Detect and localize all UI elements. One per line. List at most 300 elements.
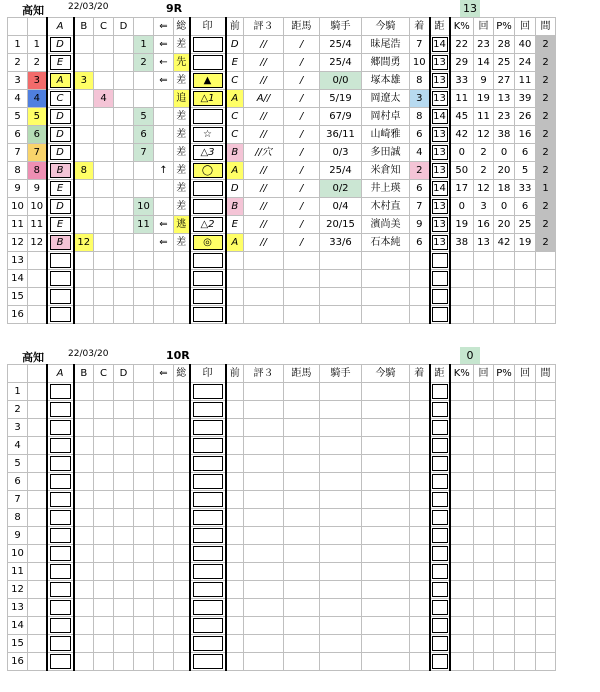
- cell-b: [74, 144, 94, 162]
- cell-chaku: 10: [410, 54, 430, 72]
- cell-arrow: [154, 563, 174, 581]
- cell-a: [47, 653, 74, 671]
- cell-arrow: [154, 401, 174, 419]
- cell-kai: [474, 252, 494, 270]
- cell-kai: [474, 419, 494, 437]
- cell-kan: [536, 527, 556, 545]
- cell-kyo: [284, 545, 320, 563]
- distance-box: [432, 456, 448, 471]
- cell-num: 6: [28, 126, 47, 144]
- distance-box: [432, 564, 448, 579]
- cell-b: [74, 653, 94, 671]
- distance-box: [432, 474, 448, 489]
- cell-imaki: [362, 455, 410, 473]
- distance-box: [432, 582, 448, 597]
- column-header: C: [94, 365, 114, 383]
- cell-mae: [226, 473, 244, 491]
- cell-b: [74, 401, 94, 419]
- cell-kai2: 5: [515, 162, 536, 180]
- cell-b: [74, 306, 94, 324]
- cell-p: [494, 653, 515, 671]
- cell-kai: [474, 509, 494, 527]
- cell-e: [134, 599, 154, 617]
- cell-d: [114, 599, 134, 617]
- cell-chaku: 8: [410, 72, 430, 90]
- cell-hyo: [244, 599, 284, 617]
- cell-sou: 差: [174, 72, 190, 90]
- cell-c: [94, 635, 114, 653]
- cell-kyo: /: [284, 234, 320, 252]
- cell-kai: [474, 455, 494, 473]
- cell-kan: [536, 491, 556, 509]
- column-header: 距: [430, 18, 450, 36]
- cell-kishu: [320, 545, 362, 563]
- cell-kai2: 26: [515, 108, 536, 126]
- cell-hyo: [244, 455, 284, 473]
- cell-b: [74, 54, 94, 72]
- cell-kai: 19: [474, 90, 494, 108]
- cell-sou: [174, 635, 190, 653]
- cell-d: [114, 288, 134, 306]
- cell-chaku: 8: [410, 108, 430, 126]
- cell-no: 9: [8, 527, 28, 545]
- venue-label: 高知: [22, 4, 44, 17]
- mark-box: [193, 289, 223, 304]
- cell-kan: 2: [536, 144, 556, 162]
- cell-imaki: 米倉知: [362, 162, 410, 180]
- grade-box: [50, 510, 71, 525]
- cell-p: 0: [494, 198, 515, 216]
- cell-no: 8: [8, 162, 28, 180]
- cell-e: [134, 288, 154, 306]
- cell-c: [94, 270, 114, 288]
- cell-e: [134, 234, 154, 252]
- table-row: [8, 216, 556, 234]
- cell-kan: [536, 252, 556, 270]
- race-number: 9R: [166, 2, 183, 15]
- column-header: 総: [174, 18, 190, 36]
- cell-mae: [226, 288, 244, 306]
- distance-box: 13: [433, 129, 446, 140]
- mark-box: [193, 654, 223, 669]
- cell-num: 12: [28, 234, 47, 252]
- table-row: [8, 563, 556, 581]
- cell-a: [47, 599, 74, 617]
- cell-hyo: [244, 527, 284, 545]
- cell-e: [134, 180, 154, 198]
- cell-kai: 11: [474, 108, 494, 126]
- cell-k: 22: [450, 36, 474, 54]
- table-row: [8, 383, 556, 401]
- table-row: [8, 581, 556, 599]
- cell-c: [94, 617, 114, 635]
- cell-mark: [190, 288, 226, 306]
- cell-arrow: ↑: [154, 162, 174, 180]
- cell-chaku: [410, 527, 430, 545]
- distance-box: [432, 636, 448, 651]
- cell-mark: [190, 509, 226, 527]
- cell-k: [450, 252, 474, 270]
- grade-box: [50, 582, 71, 597]
- cell-sou: [174, 653, 190, 671]
- cell-mae: [226, 653, 244, 671]
- cell-num: 8: [28, 162, 47, 180]
- cell-kai: [474, 527, 494, 545]
- cell-mae: E: [226, 54, 244, 72]
- race-sheet-9r: [0, 0, 600, 345]
- column-header: 前: [226, 18, 244, 36]
- table-row: [8, 126, 556, 144]
- cell-imaki: [362, 419, 410, 437]
- cell-k: [450, 455, 474, 473]
- mark-box: [193, 600, 223, 615]
- cell-c: [94, 108, 114, 126]
- table-row: [8, 419, 556, 437]
- distance-box: [432, 546, 448, 561]
- cell-imaki: [362, 252, 410, 270]
- mark-box: [193, 253, 223, 268]
- cell-mark: [190, 252, 226, 270]
- distance-box: [432, 271, 448, 286]
- cell-a: [47, 437, 74, 455]
- header-row: [8, 365, 556, 383]
- column-header: 印: [190, 365, 226, 383]
- race-header: [0, 347, 600, 364]
- cell-kai: 14: [474, 54, 494, 72]
- cell-b: [74, 36, 94, 54]
- cell-k: [450, 563, 474, 581]
- cell-c: [94, 473, 114, 491]
- cell-kan: [536, 270, 556, 288]
- grade-box: D: [50, 145, 71, 160]
- table-row: [8, 144, 556, 162]
- cell-mae: [226, 491, 244, 509]
- cell-c: [94, 491, 114, 509]
- cell-kan: 2: [536, 36, 556, 54]
- cell-kai: 2: [474, 162, 494, 180]
- cell-chaku: 3: [410, 90, 430, 108]
- cell-imaki: 井上瑛: [362, 180, 410, 198]
- cell-chaku: [410, 401, 430, 419]
- cell-kan: [536, 509, 556, 527]
- column-header: ⇐: [154, 18, 174, 36]
- cell-a: [47, 617, 74, 635]
- cell-kishu: [320, 653, 362, 671]
- cell-kyo: /: [284, 126, 320, 144]
- cell-a: [47, 473, 74, 491]
- cell-kai2: [515, 383, 536, 401]
- cell-no: 11: [8, 216, 28, 234]
- table-row: [8, 401, 556, 419]
- cell-kai: [474, 653, 494, 671]
- table-row: [8, 36, 556, 54]
- cell-c: [94, 234, 114, 252]
- grade-box: [50, 636, 71, 651]
- cell-kai: 13: [474, 234, 494, 252]
- table-row: [8, 180, 556, 198]
- cell-kyo: [284, 491, 320, 509]
- grade-box: [50, 528, 71, 543]
- cell-p: 13: [494, 90, 515, 108]
- cell-d: [114, 36, 134, 54]
- grade-box: E: [50, 217, 71, 232]
- table-row: [8, 234, 556, 252]
- cell-kishu: 25/4: [320, 162, 362, 180]
- cell-chaku: 7: [410, 198, 430, 216]
- cell-imaki: 昧尾浩: [362, 36, 410, 54]
- mark-box: [193, 456, 223, 471]
- cell-kyo: /: [284, 198, 320, 216]
- cell-hyo: [244, 419, 284, 437]
- cell-num: [28, 419, 47, 437]
- cell-b: [74, 581, 94, 599]
- header-row: [8, 18, 556, 36]
- cell-kai2: 19: [515, 234, 536, 252]
- grade-box: E: [50, 181, 71, 196]
- cell-dist: [430, 653, 450, 671]
- grade-box: E: [50, 55, 71, 70]
- mark-box: [193, 492, 223, 507]
- column-header: A: [47, 18, 74, 36]
- cell-mark: [190, 617, 226, 635]
- cell-kishu: [320, 252, 362, 270]
- cell-p: [494, 509, 515, 527]
- cell-sou: [174, 401, 190, 419]
- cell-chaku: 6: [410, 234, 430, 252]
- cell-sou: 逃: [174, 216, 190, 234]
- cell-d: [114, 419, 134, 437]
- cell-d: [114, 252, 134, 270]
- column-header: [28, 18, 47, 36]
- cell-kai: [474, 617, 494, 635]
- cell-no: 11: [8, 563, 28, 581]
- cell-kai: [474, 437, 494, 455]
- cell-chaku: [410, 509, 430, 527]
- column-header: 総: [174, 365, 190, 383]
- mark-box: △2: [193, 217, 223, 232]
- cell-arrow: [154, 270, 174, 288]
- race-table: [7, 364, 556, 671]
- cell-mark: [190, 216, 226, 234]
- cell-sou: 追: [174, 90, 190, 108]
- cell-arrow: [154, 599, 174, 617]
- cell-d: [114, 162, 134, 180]
- cell-imaki: 岡村卓: [362, 108, 410, 126]
- cell-mark: [190, 653, 226, 671]
- cell-kishu: [320, 383, 362, 401]
- cell-hyo: [244, 653, 284, 671]
- cell-imaki: 石本純: [362, 234, 410, 252]
- cell-dist: [430, 90, 450, 108]
- cell-kan: [536, 617, 556, 635]
- cell-b: [74, 599, 94, 617]
- cell-dist: [430, 54, 450, 72]
- cell-a: [47, 108, 74, 126]
- column-header: 回: [515, 365, 536, 383]
- cell-chaku: [410, 635, 430, 653]
- distance-box: [432, 600, 448, 615]
- cell-hyo: [244, 509, 284, 527]
- cell-mae: A: [226, 162, 244, 180]
- cell-no: 3: [8, 72, 28, 90]
- cell-arrow: ⇐: [154, 234, 174, 252]
- cell-kan: 2: [536, 162, 556, 180]
- grade-box: [50, 253, 71, 268]
- cell-kishu: 0/3: [320, 144, 362, 162]
- cell-arrow: [154, 383, 174, 401]
- cell-kishu: [320, 635, 362, 653]
- cell-kyo: [284, 437, 320, 455]
- cell-imaki: [362, 306, 410, 324]
- cell-mark: [190, 437, 226, 455]
- cell-num: 5: [28, 108, 47, 126]
- grade-box: D: [50, 37, 71, 52]
- cell-imaki: [362, 653, 410, 671]
- cell-p: 0: [494, 144, 515, 162]
- distance-box: 14: [433, 111, 446, 122]
- cell-dist: [430, 216, 450, 234]
- cell-a: [47, 90, 74, 108]
- cell-arrow: [154, 126, 174, 144]
- cell-num: [28, 288, 47, 306]
- cell-mark: [190, 180, 226, 198]
- cell-chaku: [410, 653, 430, 671]
- cell-kai2: [515, 545, 536, 563]
- cell-hyo: [244, 563, 284, 581]
- cell-kai2: [515, 599, 536, 617]
- grade-box: [50, 546, 71, 561]
- cell-c: [94, 455, 114, 473]
- cell-sou: [174, 509, 190, 527]
- table-row: [8, 72, 556, 90]
- cell-kishu: [320, 473, 362, 491]
- cell-kishu: 0/4: [320, 198, 362, 216]
- cell-hyo: //: [244, 216, 284, 234]
- cell-sou: [174, 599, 190, 617]
- cell-mae: [226, 581, 244, 599]
- cell-num: [28, 617, 47, 635]
- table-row: [8, 108, 556, 126]
- cell-b: [74, 126, 94, 144]
- cell-kai2: [515, 437, 536, 455]
- cell-kai2: [515, 455, 536, 473]
- cell-b: [74, 180, 94, 198]
- cell-kan: 2: [536, 90, 556, 108]
- cell-mark: [190, 635, 226, 653]
- cell-a: [47, 198, 74, 216]
- column-header: D: [114, 18, 134, 36]
- cell-e: [134, 90, 154, 108]
- cell-num: [28, 581, 47, 599]
- table-row: [8, 306, 556, 324]
- cell-c: [94, 252, 114, 270]
- cell-kai: [474, 563, 494, 581]
- race-header: [0, 0, 600, 17]
- cell-a: [47, 36, 74, 54]
- cell-dist: [430, 455, 450, 473]
- cell-no: 3: [8, 419, 28, 437]
- column-header: P%: [494, 18, 515, 36]
- table-row: [8, 491, 556, 509]
- cell-k: 33: [450, 72, 474, 90]
- mark-box: [193, 420, 223, 435]
- cell-mae: [226, 437, 244, 455]
- cell-kyo: [284, 270, 320, 288]
- cell-dist: [430, 599, 450, 617]
- cell-mae: [226, 617, 244, 635]
- cell-p: [494, 383, 515, 401]
- cell-e: [134, 563, 154, 581]
- cell-no: 5: [8, 455, 28, 473]
- cell-a: [47, 563, 74, 581]
- cell-hyo: [244, 401, 284, 419]
- race-number: 10R: [166, 349, 190, 362]
- cell-b: [74, 509, 94, 527]
- cell-arrow: [154, 437, 174, 455]
- mark-box: ◎: [193, 235, 223, 250]
- venue-label: 高知: [22, 351, 44, 364]
- cell-hyo: //: [244, 234, 284, 252]
- distance-box: [432, 420, 448, 435]
- cell-a: [47, 252, 74, 270]
- mark-box: [193, 402, 223, 417]
- cell-no: 9: [8, 180, 28, 198]
- cell-mark: [190, 162, 226, 180]
- cell-mark: [190, 491, 226, 509]
- cell-arrow: ←: [154, 54, 174, 72]
- cell-b: [74, 563, 94, 581]
- cell-no: 15: [8, 288, 28, 306]
- cell-hyo: //: [244, 36, 284, 54]
- cell-no: 16: [8, 653, 28, 671]
- cell-imaki: 多田誠: [362, 144, 410, 162]
- cell-kyo: [284, 401, 320, 419]
- cell-sou: [174, 617, 190, 635]
- cell-kai2: 24: [515, 54, 536, 72]
- cell-mark: [190, 455, 226, 473]
- cell-sou: [174, 437, 190, 455]
- column-header: 回: [474, 18, 494, 36]
- cell-kai2: [515, 617, 536, 635]
- cell-e: [134, 581, 154, 599]
- cell-p: [494, 419, 515, 437]
- cell-imaki: 濱尚美: [362, 216, 410, 234]
- cell-kyo: [284, 653, 320, 671]
- cell-chaku: [410, 599, 430, 617]
- cell-kan: 2: [536, 54, 556, 72]
- cell-a: [47, 234, 74, 252]
- cell-no: 14: [8, 270, 28, 288]
- cell-kyo: [284, 419, 320, 437]
- cell-e: [134, 437, 154, 455]
- cell-kan: [536, 563, 556, 581]
- cell-no: 10: [8, 545, 28, 563]
- cell-num: [28, 491, 47, 509]
- cell-kishu: [320, 270, 362, 288]
- cell-kyo: [284, 563, 320, 581]
- cell-a: [47, 54, 74, 72]
- cell-kai: [474, 473, 494, 491]
- cell-imaki: [362, 401, 410, 419]
- cell-sou: [174, 581, 190, 599]
- cell-dist: [430, 581, 450, 599]
- cell-hyo: [244, 437, 284, 455]
- cell-num: [28, 527, 47, 545]
- cell-kai2: [515, 401, 536, 419]
- distance-box: [432, 492, 448, 507]
- cell-k: [450, 473, 474, 491]
- cell-p: 20: [494, 216, 515, 234]
